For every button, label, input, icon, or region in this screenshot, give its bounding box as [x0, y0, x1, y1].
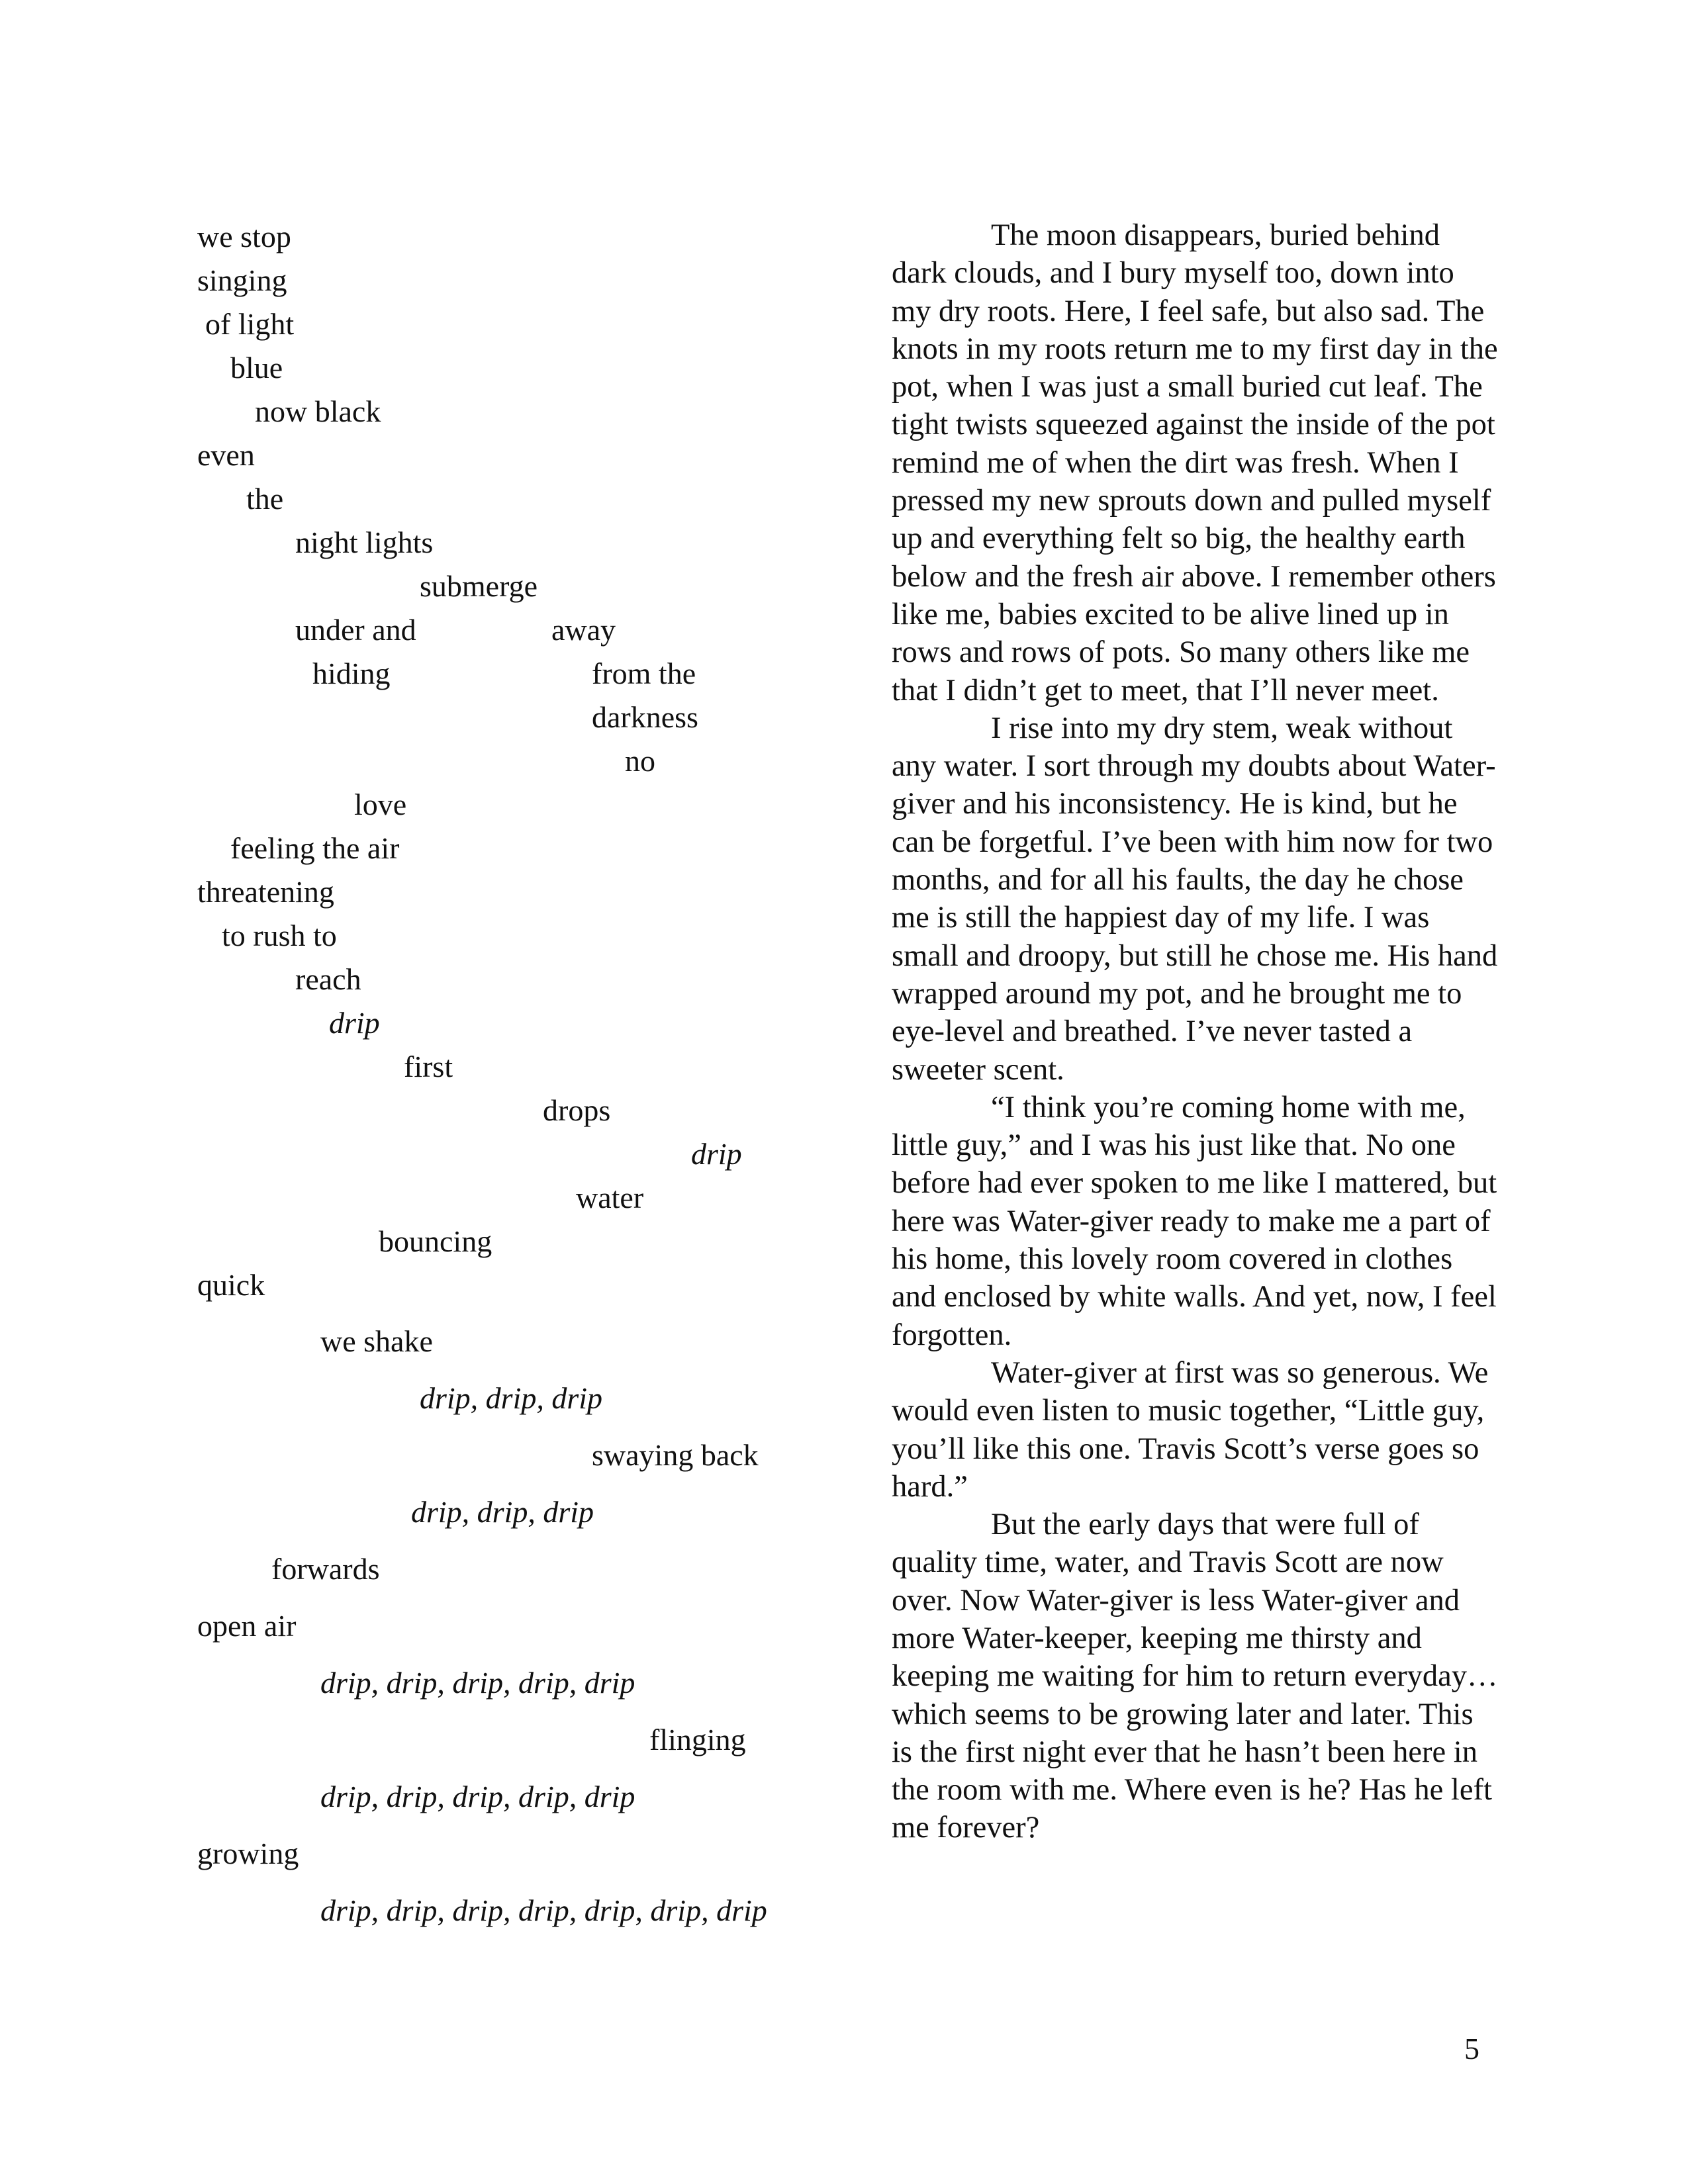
- poem-line: water: [576, 1181, 644, 1214]
- poem-line: night lights: [295, 525, 434, 559]
- prose-paragraph: The moon disappears, buried behind dark clouds, and I bury myself too, down into my dry roots. Here, I feel safe, but also sad. The knots in my roots return me to my first day in the pot, when I was just a small buried cut leaf. The tight twists squeezed against the inside of the pot remind me of when the dirt was fresh. When I pressed my new sprouts down and pulled myself up and everything felt so big, the healthy earth below and the fresh air above. I remember others like me, babies excited to be alive lined up in rows and rows of pots. So many others like me that I didn’t get to meet, that I’ll never meet.: [892, 218, 1498, 707]
- page-number: 5: [1464, 2032, 1479, 2066]
- poem-line: open air: [197, 1609, 297, 1643]
- poem-line: singing: [197, 263, 287, 297]
- poem-line: drip, drip, drip, drip, drip: [320, 1666, 635, 1700]
- poem-line: threatening: [197, 875, 334, 909]
- poem-line: feeling the air: [230, 831, 400, 865]
- poem-line: of light: [205, 307, 295, 341]
- poem-line: drip, drip, drip, drip, drip, drip, drip: [320, 1893, 767, 1927]
- poem-line: flinging: [649, 1723, 746, 1756]
- poem-line: under and: [295, 613, 416, 647]
- poem-line: drip: [329, 1006, 380, 1040]
- poem-line: submerge: [420, 569, 538, 603]
- poem-line: hiding: [312, 657, 391, 690]
- prose-column: [892, 216, 1501, 1847]
- poem-line: darkness: [592, 700, 698, 734]
- poem-line: drip, drip, drip: [420, 1381, 603, 1415]
- poem-line: love: [354, 788, 407, 821]
- poem-line: no: [625, 744, 655, 778]
- poem-line: now black: [255, 394, 381, 428]
- poem-line: the: [246, 482, 284, 516]
- poem-line: bouncing: [379, 1224, 492, 1258]
- poem-line: swaying back: [592, 1438, 759, 1472]
- poem-line: quick: [197, 1268, 265, 1302]
- prose-paragraph: I rise into my dry stem, weak without any water. I sort through my doubts about Water-giver and his inconsistency. He is kind, but he can be forgetful. I’ve been with him now for two months, and for all his faults, the day he chose me is still the happiest day of my life. I was small and droopy, but still he chose me. His hand wrapped around my pot, and he brought me to eye-level and breathed. I’ve never tasted a sweeter scent.: [892, 711, 1498, 1087]
- prose-paragraph: “I think you’re coming home with me, little guy,” and I was his just like that. No one before had ever spoken to me like I mattered, but here was Water-giver ready to make me a part of his home, this lovely room covered in clothes and enclosed by white walls. And yet, now, I feel forgotten.: [892, 1090, 1497, 1352]
- poem-line: drip, drip, drip: [411, 1495, 594, 1529]
- poem-line: drip, drip, drip, drip, drip: [320, 1780, 635, 1813]
- poem-line: we stop: [197, 220, 291, 253]
- prose-paragraph: Water-giver at first was so generous. We would even listen to music together, “Little guy, you’ll like this one. Travis Scott’s verse goes so hard.”: [892, 1355, 1489, 1504]
- poem-line: even: [197, 438, 255, 472]
- poem-line: from the: [592, 657, 696, 690]
- poem-line: reach: [295, 962, 361, 996]
- poem-line: drip: [691, 1137, 742, 1171]
- poem-line: first: [404, 1050, 453, 1083]
- poem-line: blue: [230, 351, 283, 385]
- poem-column: [0, 0, 861, 1985]
- poem-line: forwards: [271, 1552, 380, 1586]
- poem-line: growing: [197, 1837, 299, 1870]
- poem-line: we shake: [320, 1324, 433, 1358]
- poem-line: drops: [543, 1093, 611, 1127]
- poem-line: away: [551, 613, 616, 647]
- poem-line: to rush to: [222, 919, 337, 952]
- prose-paragraph: But the early days that were full of quality time, water, and Travis Scott are now over. Now Water-giver is less Water-giver and more Water-keeper, keeping me thirsty and keeping me waiting for him to return everyday… which seems to be growing later and later. This is the first night ever that he hasn’t been here in the room with me. Where even is he? Has he left me forever?: [892, 1508, 1498, 1845]
